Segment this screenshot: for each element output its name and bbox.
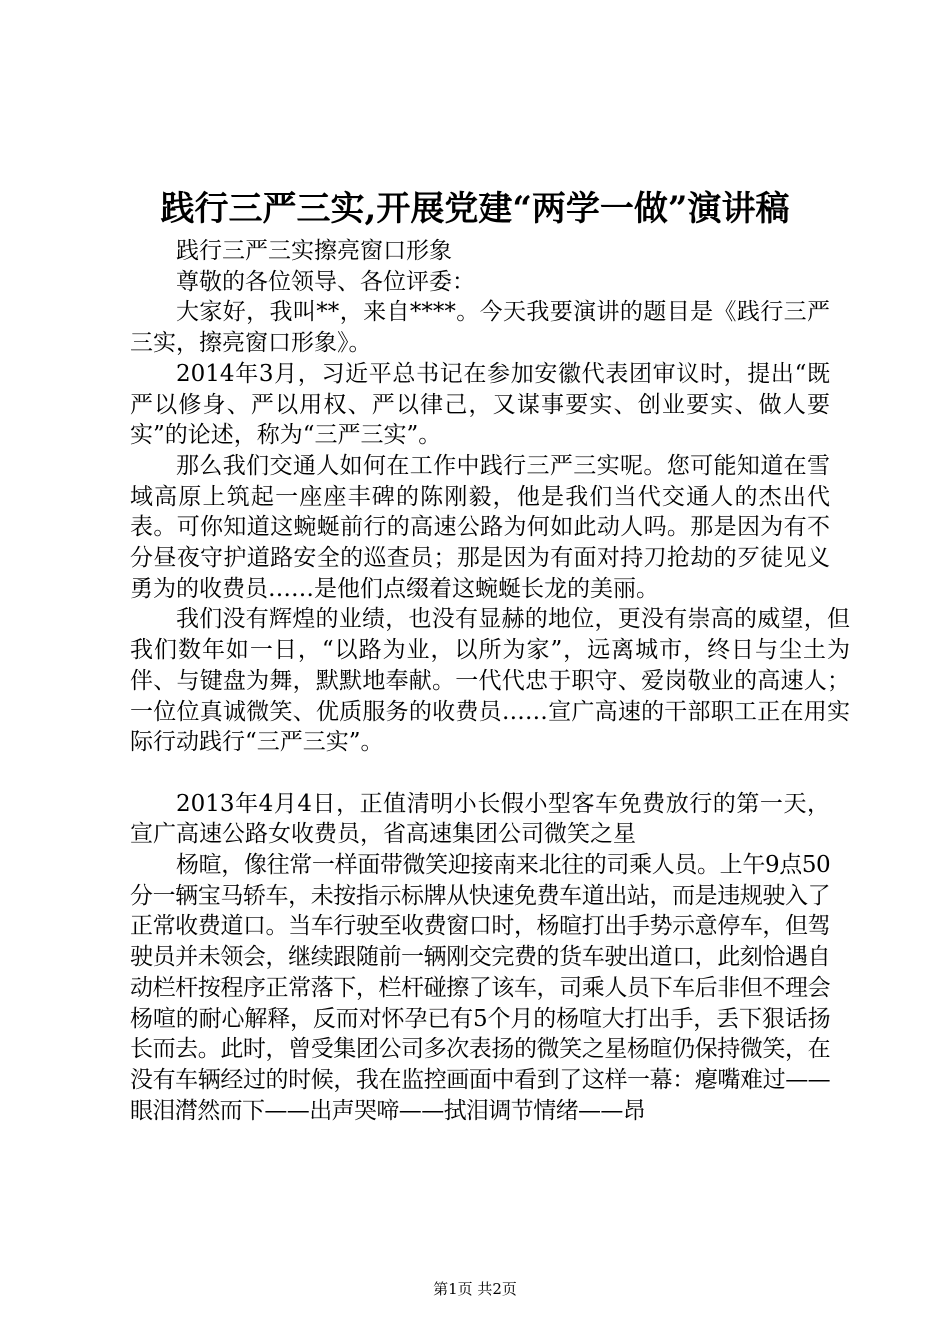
page-indicator: 第1页 共2页 [433,1280,517,1298]
paragraph: 2013年4月4日，正值清明小长假小型客车免费放行的第一天，宣广高速公路女收费员，省高速集团公司微笑之星 [130,790,830,848]
salutation: 尊敬的各位领导、各位评委： [176,268,475,295]
paragraph: 大家好，我叫**，来自****。今天我要演讲的题目是《践行三严三实，擦亮窗口形象》。 [130,299,830,357]
paragraph: 那么我们交通人如何在工作中践行三严三实呢。您可能知道在雪域高原上筑起一座座丰碑的陈刚毅，他是我们当代交通人的杰出代表。可你知道这蜿蜒前行的高速公路为何如此动人吗。那是因为有不分昼夜守护道路安全的巡查员；那是因为有面对持刀抢劫的歹徒见义勇为的收费员……是他们点缀着这蜿蜒长龙的美丽。 [130,452,830,602]
paragraph: 杨暄，像往常一样面带微笑迎接南来北往的司乘人员。上午9点50分一辆宝马轿车，未按指示标牌从快速免费车道出站，而是违规驶入了正常收费道口。当车行驶至收费窗口时，杨暄打出手势示意停车，但驾驶员并未领会，继续跟随前一辆刚交完费的货车驶出道口，此刻恰遇自动栏杆按程序正常落下，栏杆碰擦了该车，司乘人员下车后非但不理会杨喧的耐心解释，反而对怀孕已有5个月的杨喧大打出手，丢下狠话扬长而去。此时，曾受集团公司多次表扬的微笑之星杨暄仍保持微笑，在没有车辆经过的时候，我在监控画面中看到了这样一幕：瘪嘴难过——眼泪潸然而下——出声哭啼——拭泪调节情绪——昂 [130,852,830,1124]
paragraph: 2014年3月，习近平总书记在参加安徽代表团审议时，提出“既严以修身、严以用权、严以律己，又谋事要实、创业要实、做人要实”的论述，称为“三严三实”。 [130,360,830,449]
document-title: 践行三严三实,开展党建“两学一做”演讲稿 [160,189,790,229]
speech-subtitle: 践行三严三实擦亮窗口形象 [176,238,452,264]
document-body [130,236,850,1126]
paragraph: 我们没有辉煌的业绩，也没有显赫的地位，更没有崇高的威望，但我们数年如一日，“以路为业，以所为家”，远离城市，终日与尘土为伴、与键盘为舞，默默地奉献。一代代忠于职守、爱岗敬业的高速人；一位位真诚微笑、优质服务的收费员……宣广高速的干部职工正在用实际行动践行“三严三实”。 [130,606,850,756]
